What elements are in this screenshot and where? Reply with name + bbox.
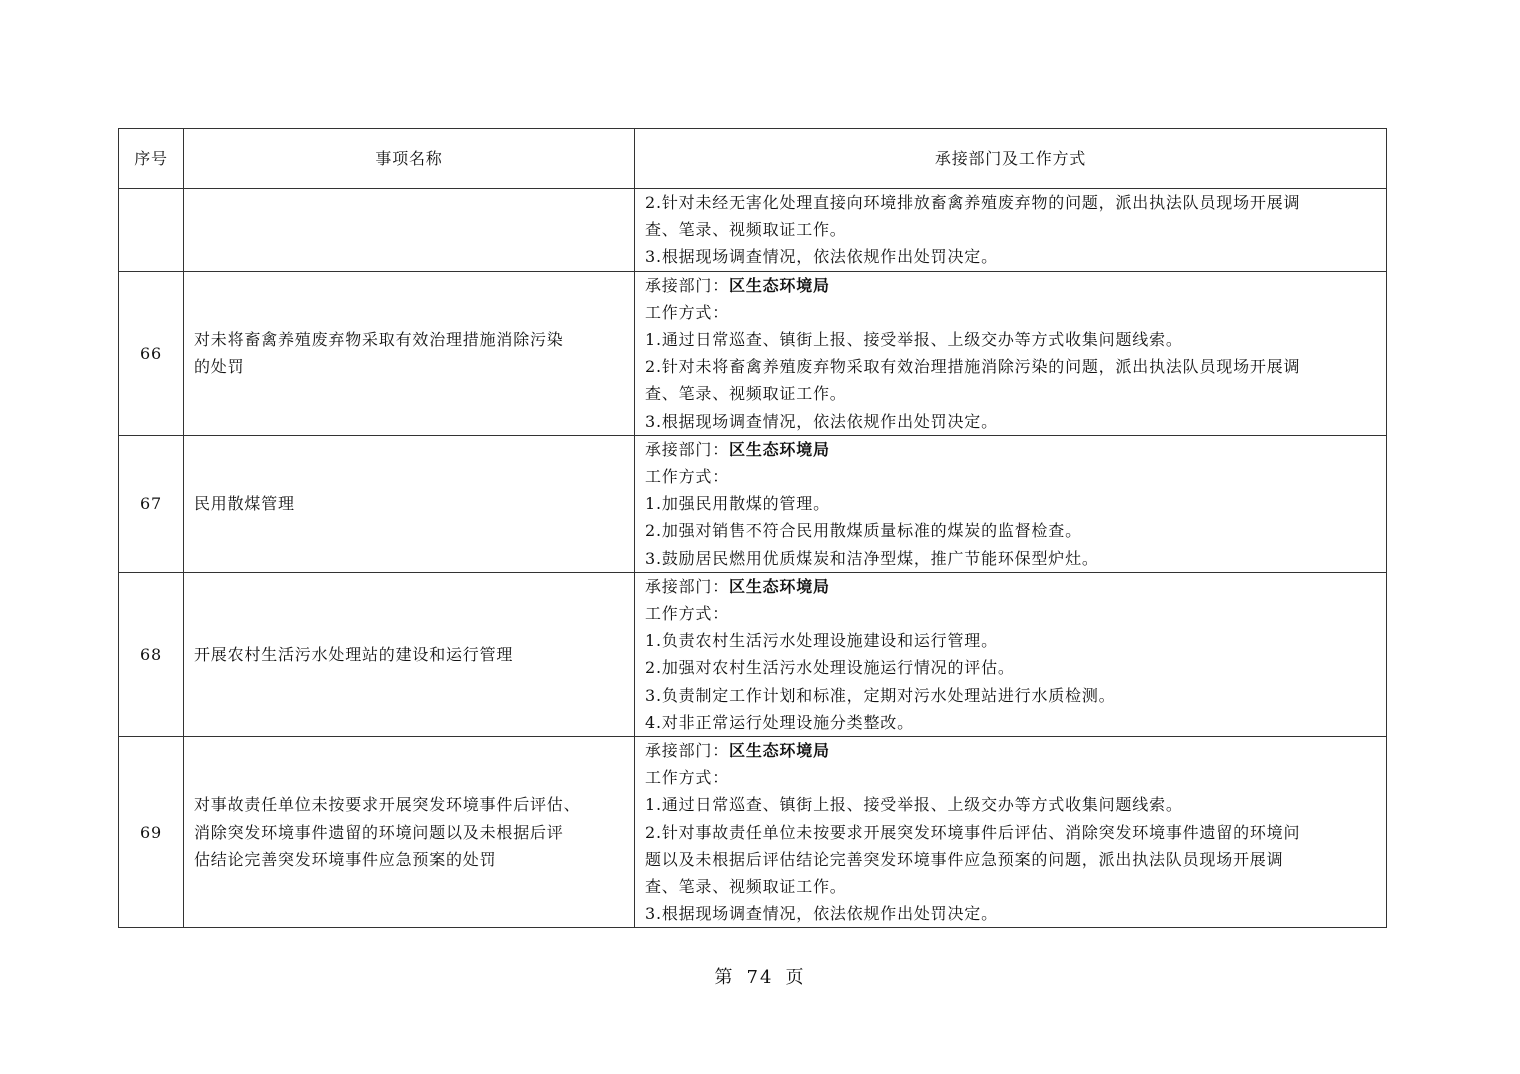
dept-name: 区生态环境局 bbox=[729, 576, 830, 596]
row-name-cell bbox=[184, 737, 635, 928]
dept-line bbox=[645, 737, 1376, 764]
row-method-cell bbox=[635, 572, 1387, 736]
table-row bbox=[119, 435, 1387, 572]
item-name-line: 消除突发环境事件遗留的环境问题以及未根据后评 bbox=[194, 822, 564, 842]
method-line: 查、笔录、视频取证工作。 bbox=[645, 220, 847, 240]
dept-label: 承接部门： bbox=[645, 741, 730, 761]
method-label: 工作方式： bbox=[645, 302, 730, 322]
row-method-cell bbox=[635, 435, 1387, 572]
method-line: 2.加强对农村生活污水处理设施运行情况的评估。 bbox=[645, 658, 1015, 678]
row-num-cell bbox=[119, 189, 184, 272]
method-label: 工作方式： bbox=[645, 467, 730, 487]
dept-label: 承接部门： bbox=[645, 576, 730, 596]
row-name-cell bbox=[184, 572, 635, 736]
table-header-row bbox=[119, 129, 1387, 189]
table-row bbox=[119, 737, 1387, 928]
method-line: 3.根据现场调查情况，依法依规作出处罚决定。 bbox=[645, 411, 998, 431]
row-method-cell bbox=[635, 271, 1387, 435]
header-num: 序号 bbox=[119, 129, 184, 189]
row-name-cell bbox=[184, 189, 635, 272]
item-table bbox=[118, 128, 1387, 928]
method-line: 3.根据现场调查情况，依法依规作出处罚决定。 bbox=[645, 247, 998, 267]
method-line: 1.加强民用散煤的管理。 bbox=[645, 494, 830, 514]
method-line: 2.加强对销售不符合民用散煤质量标准的煤炭的监督检查。 bbox=[645, 521, 1082, 541]
row-method-cell bbox=[635, 737, 1387, 928]
dept-label: 承接部门： bbox=[645, 275, 730, 295]
page-prefix: 第 bbox=[714, 967, 735, 988]
method-label: 工作方式： bbox=[645, 604, 730, 624]
dept-label: 承接部门： bbox=[645, 439, 730, 459]
method-line: 3.负责制定工作计划和标准，定期对污水处理站进行水质检测。 bbox=[645, 685, 1116, 705]
item-name-line: 对未将畜禽养殖废弃物采取有效治理措施消除污染 bbox=[194, 330, 564, 350]
row-method-cell bbox=[635, 189, 1387, 272]
header-method: 承接部门及工作方式 bbox=[635, 129, 1387, 189]
dept-name: 区生态环境局 bbox=[729, 439, 830, 459]
row-num: 66 bbox=[119, 271, 184, 435]
item-name-line: 估结论完善突发环境事件应急预案的处罚 bbox=[194, 849, 497, 869]
item-name-line: 民用散煤管理 bbox=[194, 494, 295, 514]
method-line: 查、笔录、视频取证工作。 bbox=[645, 384, 847, 404]
table-row bbox=[119, 572, 1387, 736]
page-number bbox=[0, 963, 1520, 989]
table-row-continuation bbox=[119, 189, 1387, 272]
method-line: 4.对非正常运行处理设施分类整改。 bbox=[645, 712, 914, 732]
method-line: 3.根据现场调查情况，依法依规作出处罚决定。 bbox=[645, 904, 998, 924]
item-name-line: 对事故责任单位未按要求开展突发环境事件后评估、 bbox=[194, 795, 581, 815]
dept-name: 区生态环境局 bbox=[729, 275, 830, 295]
row-num: 67 bbox=[119, 435, 184, 572]
method-line: 3.鼓励居民燃用优质煤炭和洁净型煤，推广节能环保型炉灶。 bbox=[645, 548, 1099, 568]
method-line: 2.针对未经无害化处理直接向环境排放畜禽养殖废弃物的问题，派出执法队员现场开展调 bbox=[645, 193, 1301, 212]
dept-name: 区生态环境局 bbox=[729, 741, 830, 761]
row-name-cell bbox=[184, 435, 635, 572]
page-suffix: 页 bbox=[785, 967, 806, 988]
method-line: 查、笔录、视频取证工作。 bbox=[645, 877, 847, 897]
method-line: 1.通过日常巡查、镇街上报、接受举报、上级交办等方式收集问题线索。 bbox=[645, 795, 1183, 815]
row-name-cell bbox=[184, 271, 635, 435]
method-line: 题以及未根据后评估结论完善突发环境事件应急预案的问题，派出执法队员现场开展调 bbox=[645, 849, 1284, 869]
method-line: 1.负责农村生活污水处理设施建设和运行管理。 bbox=[645, 631, 998, 651]
item-name-line: 开展农村生活污水处理站的建设和运行管理 bbox=[194, 644, 514, 664]
dept-line bbox=[645, 436, 1376, 463]
method-line: 1.通过日常巡查、镇街上报、接受举报、上级交办等方式收集问题线索。 bbox=[645, 330, 1183, 350]
dept-line bbox=[645, 272, 1376, 299]
row-num: 68 bbox=[119, 572, 184, 736]
row-num: 69 bbox=[119, 737, 184, 928]
dept-line bbox=[645, 573, 1376, 600]
header-name: 事项名称 bbox=[184, 129, 635, 189]
method-label: 工作方式： bbox=[645, 768, 730, 788]
method-line: 2.针对未将畜禽养殖废弃物采取有效治理措施消除污染的问题，派出执法队员现场开展调 bbox=[645, 357, 1301, 377]
page-value: 74 bbox=[746, 967, 774, 988]
method-line: 2.针对事故责任单位未按要求开展突发环境事件后评估、消除突发环境事件遗留的环境问 bbox=[645, 822, 1301, 842]
table-row bbox=[119, 271, 1387, 435]
item-name-line: 的处罚 bbox=[194, 357, 245, 377]
